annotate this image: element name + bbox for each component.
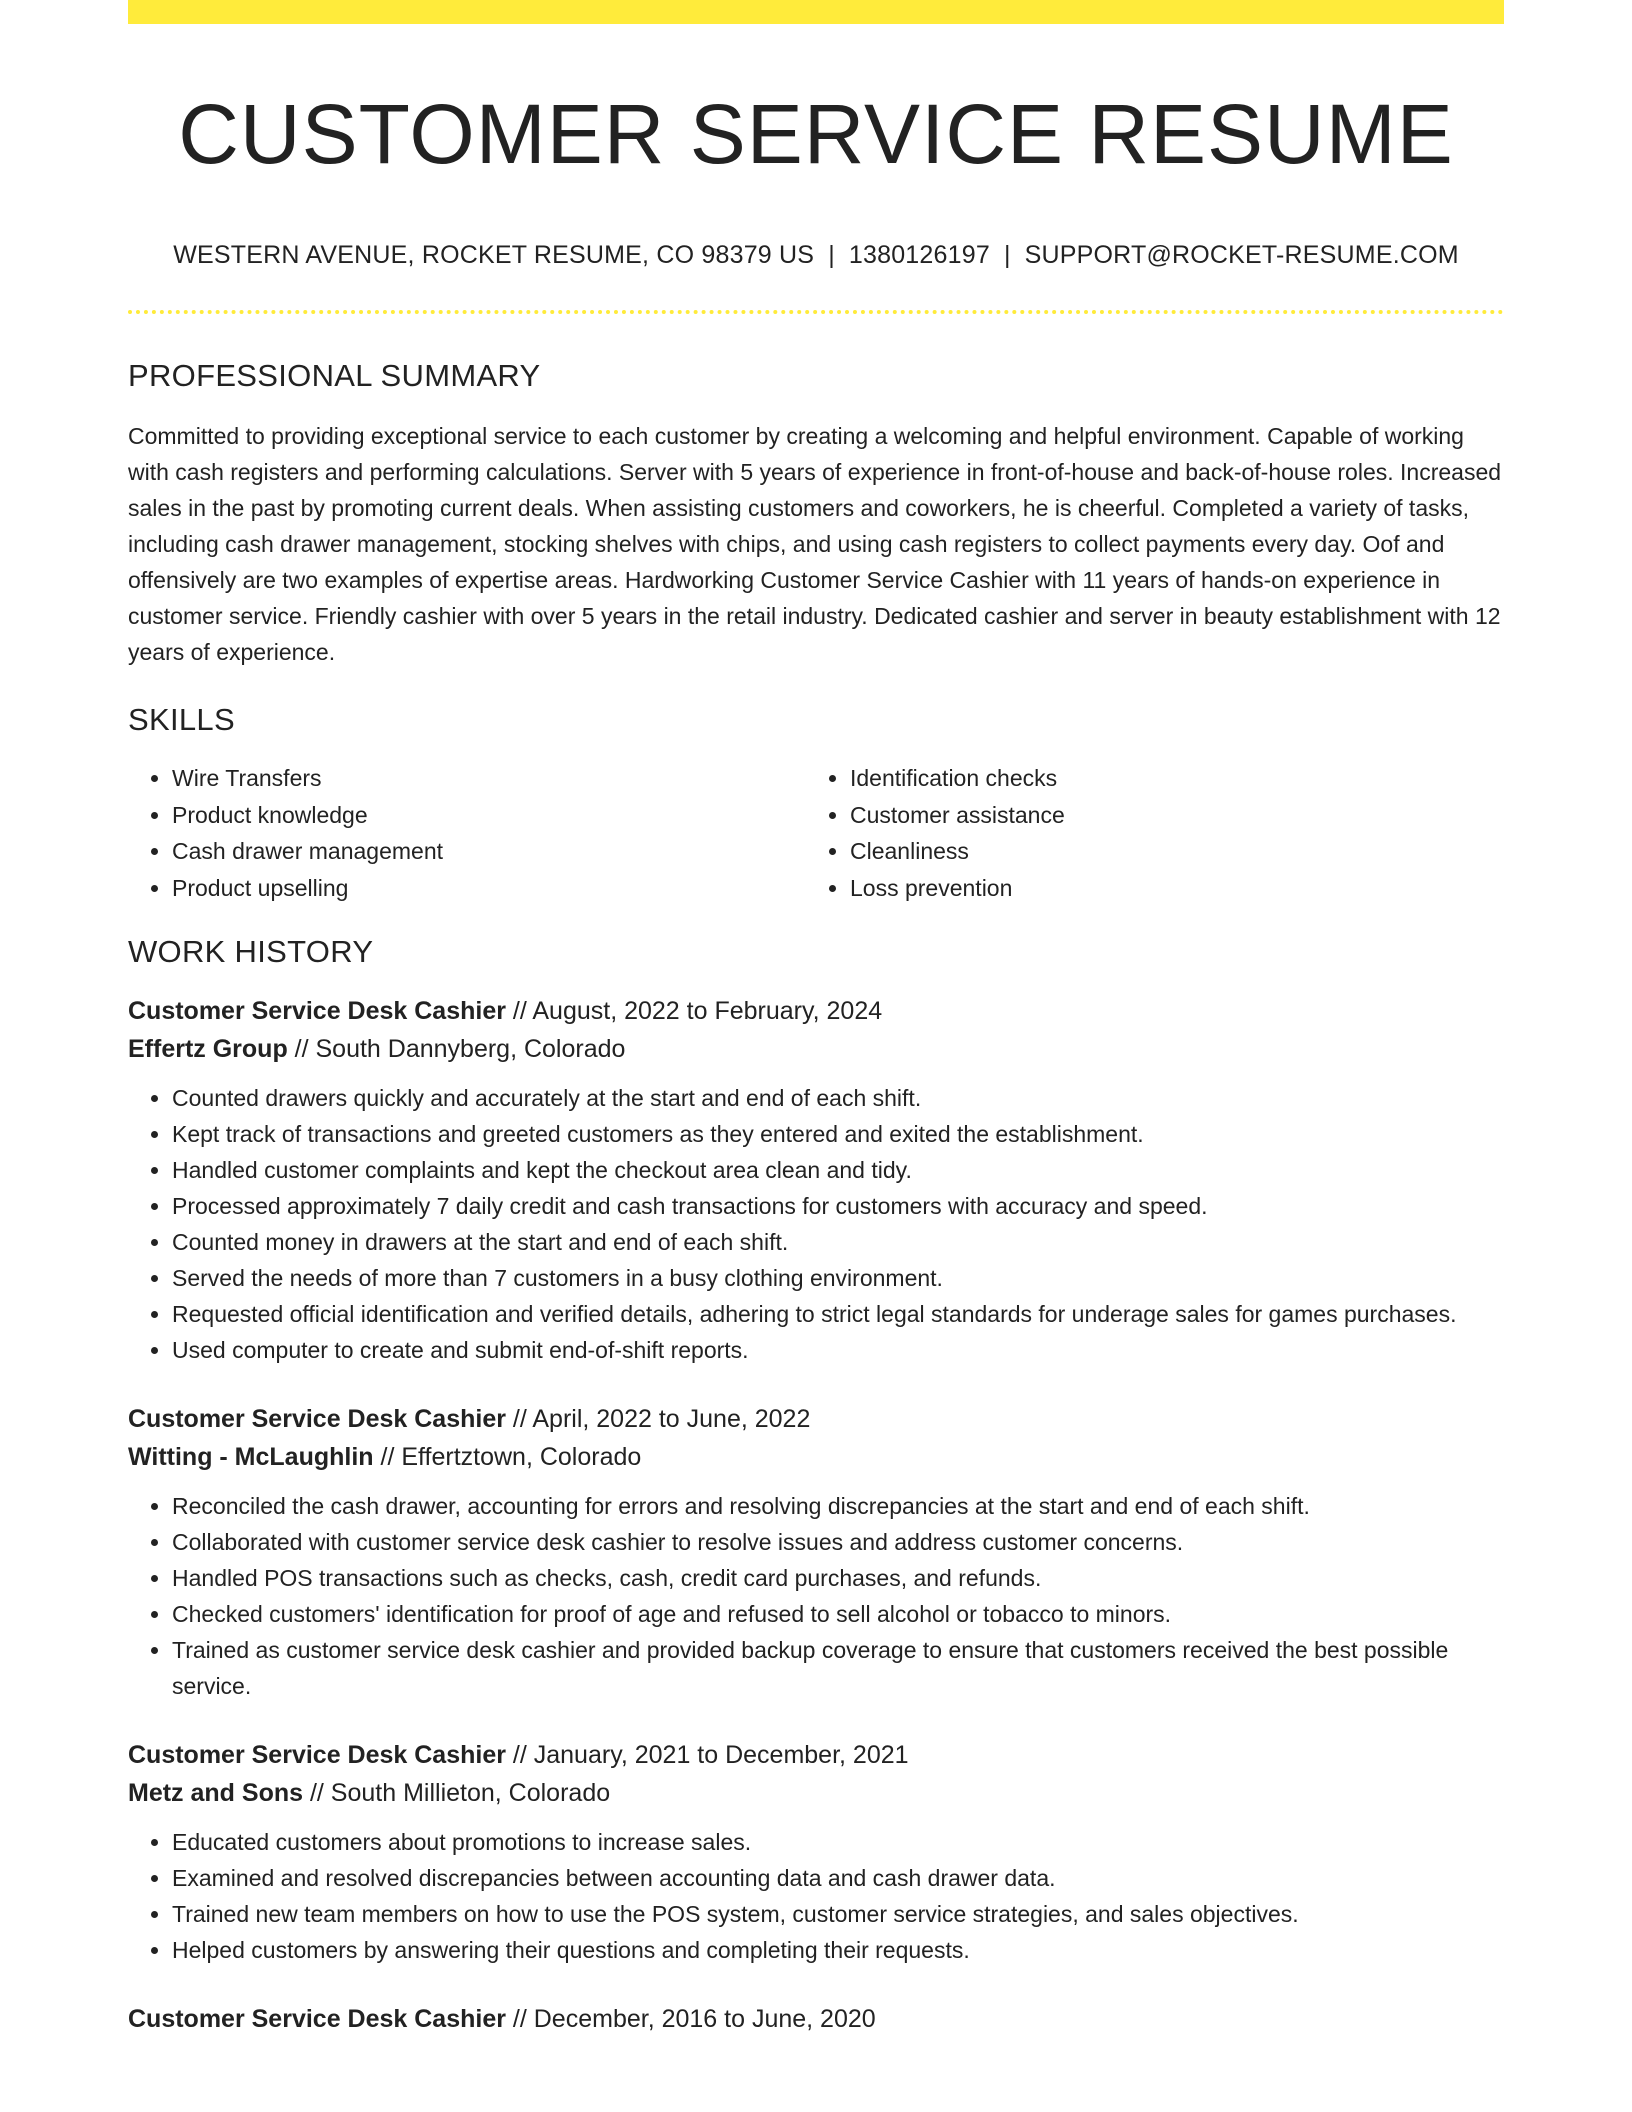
skill-item: • Loss prevention bbox=[850, 870, 1484, 907]
skill-item: • Cleanliness bbox=[850, 833, 1484, 870]
job-duty-item: • Counted drawers quickly and accurately at the start and end of each shift. bbox=[172, 1080, 1504, 1116]
skill-item: • Identification checks bbox=[850, 760, 1484, 797]
job-title-line bbox=[128, 1400, 1504, 1438]
job-duties bbox=[128, 1080, 1504, 1368]
job-duty-item: • Processed approximately 7 daily credit and cash transactions for customers with accuracy and speed. bbox=[172, 1188, 1504, 1224]
job-company-line bbox=[128, 1030, 1504, 1068]
contact-separator: | bbox=[828, 241, 835, 269]
job-duty-item: • Reconciled the cash drawer, accounting for errors and resolving discrepancies at the start and end of each shift. bbox=[172, 1488, 1504, 1524]
job-title: Customer Service Desk Cashier bbox=[128, 997, 506, 1025]
job-title-line bbox=[128, 992, 1504, 1030]
skill-item: • Wire Transfers bbox=[172, 760, 806, 797]
job-title: Customer Service Desk Cashier bbox=[128, 1741, 506, 1769]
job-duty-item: • Helped customers by answering their questions and completing their requests. bbox=[172, 1932, 1504, 1968]
job-duties bbox=[128, 1824, 1504, 1968]
job-title-line bbox=[128, 2000, 1504, 2038]
job-duty-item: • Trained new team members on how to use the POS system, customer service strategies, and sales objectives. bbox=[172, 1896, 1504, 1932]
job-duties bbox=[128, 1488, 1504, 1704]
job-company: Metz and Sons bbox=[128, 1779, 304, 1807]
job-title-line bbox=[128, 1736, 1504, 1774]
job-dates: // April, 2022 to June, 2022 bbox=[505, 1405, 811, 1433]
job-duty-item: • Checked customers' identification for proof of age and refused to sell alcohol or tobacco to minors. bbox=[172, 1596, 1504, 1632]
contact-phone: 1380126197 bbox=[848, 241, 990, 269]
job-duty-item: • Used computer to create and submit end-of-shift reports. bbox=[172, 1332, 1504, 1368]
skills-column-right bbox=[806, 760, 1484, 906]
summary-heading: PROFESSIONAL SUMMARY bbox=[128, 358, 541, 393]
dotted-divider bbox=[128, 310, 1504, 314]
contact-line bbox=[128, 238, 1504, 272]
contact-email: SUPPORT@ROCKET-RESUME.COM bbox=[1024, 241, 1459, 269]
job-duty-item: • Examined and resolved discrepancies between accounting data and cash drawer data. bbox=[172, 1860, 1504, 1896]
job-title: Customer Service Desk Cashier bbox=[128, 2005, 506, 2033]
job-duty-item: • Kept track of transactions and greeted customers as they entered and exited the establishment. bbox=[172, 1116, 1504, 1152]
job-location: // South Millieton, Colorado bbox=[303, 1779, 611, 1807]
contact-address: WESTERN AVENUE, ROCKET RESUME, CO 98379 US bbox=[173, 241, 815, 269]
skills-list bbox=[128, 760, 1504, 906]
summary-text: Committed to providing exceptional service to each customer by creating a welcoming and helpful environment. Capable of working with cash registers and performing calculations. Server with 5 years of experience in front-of-house and back-of-house roles. Increased sales in the past by promoting current deals. When assisting customers and coworkers, he is cheerful. Completed a variety of tasks, including cash drawer management, stocking shelves with chips, and using cash registers to collect payments every day. Oof and offensively are two examples of expertise areas. Hardworking Customer Service Cashier with 11 years of hands-on experience in customer service. Friendly cashier with over 5 years in the retail industry. Dedicated cashier and server in beauty establishment with 12 years of experience. bbox=[128, 423, 1502, 665]
resume-page bbox=[128, 0, 1504, 2038]
job-entry bbox=[128, 1736, 1504, 1968]
contact-separator: | bbox=[1003, 241, 1011, 269]
job-entry bbox=[128, 1400, 1504, 1704]
skill-item: • Customer assistance bbox=[850, 797, 1484, 834]
job-company-line bbox=[128, 1774, 1504, 1812]
job-company-line bbox=[128, 1438, 1504, 1476]
job-duty-item: • Educated customers about promotions to increase sales. bbox=[172, 1824, 1504, 1860]
accent-bar bbox=[128, 0, 1504, 24]
job-dates: // January, 2021 to December, 2021 bbox=[505, 1741, 909, 1769]
skill-item: • Product knowledge bbox=[172, 797, 806, 834]
job-location: // Effertztown, Colorado bbox=[373, 1443, 642, 1471]
skills-heading: SKILLS bbox=[128, 702, 235, 737]
work-history-heading: WORK HISTORY bbox=[128, 934, 374, 969]
job-location: // South Dannyberg, Colorado bbox=[287, 1035, 626, 1063]
job-duty-item: • Requested official identification and verified details, adhering to strict legal standards for underage sales for games purchases. bbox=[172, 1296, 1504, 1332]
job-title: Customer Service Desk Cashier bbox=[128, 1405, 506, 1433]
job-duty-item: • Collaborated with customer service desk cashier to resolve issues and address customer concerns. bbox=[172, 1524, 1504, 1560]
job-duty-item: • Handled POS transactions such as checks, cash, credit card purchases, and refunds. bbox=[172, 1560, 1504, 1596]
job-company: Witting - McLaughlin bbox=[128, 1443, 374, 1471]
job-company: Effertz Group bbox=[128, 1035, 288, 1063]
job-entry bbox=[128, 992, 1504, 1368]
skill-item: • Cash drawer management bbox=[172, 833, 806, 870]
skill-item: • Product upselling bbox=[172, 870, 806, 907]
job-duty-item: • Handled customer complaints and kept the checkout area clean and tidy. bbox=[172, 1152, 1504, 1188]
resume-title: CUSTOMER SERVICE RESUME bbox=[178, 87, 1454, 181]
job-duty-item: • Served the needs of more than 7 customers in a busy clothing environment. bbox=[172, 1260, 1504, 1296]
job-entry bbox=[128, 2000, 1504, 2038]
job-duty-item: • Trained as customer service desk cashier and provided backup coverage to ensure that customers received the best possible service. bbox=[172, 1632, 1504, 1704]
job-dates: // December, 2016 to June, 2020 bbox=[505, 2005, 876, 2033]
skills-column-left bbox=[128, 760, 806, 906]
job-dates: // August, 2022 to February, 2024 bbox=[505, 997, 883, 1025]
job-duty-item: • Counted money in drawers at the start and end of each shift. bbox=[172, 1224, 1504, 1260]
